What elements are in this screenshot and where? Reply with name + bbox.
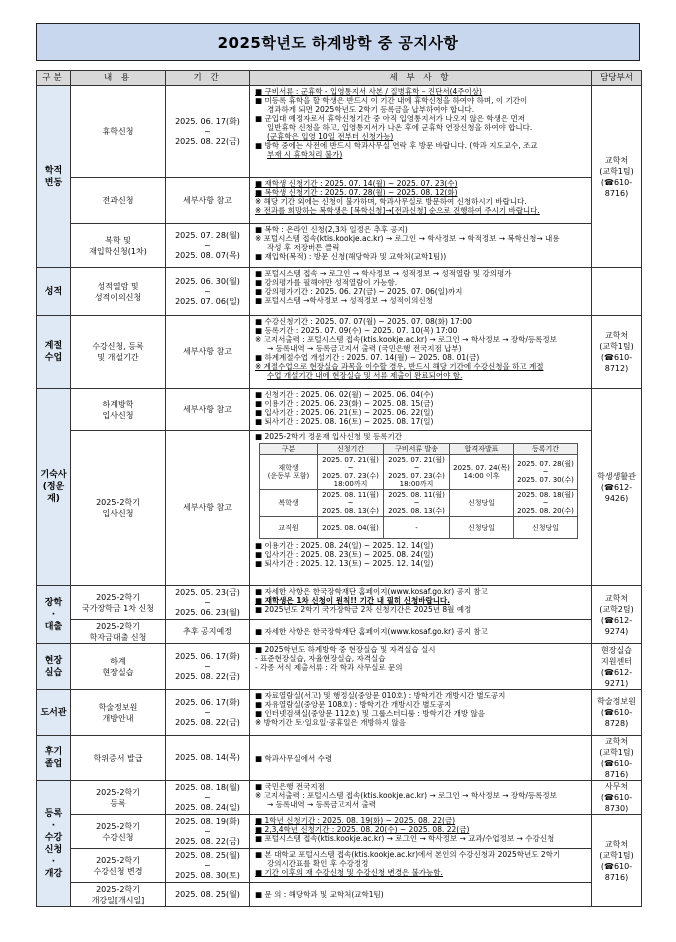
details-reg: ■ 국민은행 전국지점 ※ 고지서출력 : 포털시스템 접속(ktis.kookje.ac.kr) → 로그인 → 학사정보 → 장학/등록정보 → 등록내역 → 등록금고지서 출력 [250,781,592,815]
period-leave: 2025. 06. 17(화) ~ 2025. 08. 22(금) [166,86,250,178]
header-details: 세 부 사 항 [250,71,592,86]
details-grad: ■ 학과사무실에서 수령 [250,736,592,781]
item-change: 2025-2학기 수강신청 변경 [71,849,166,883]
period-kosaf: 2025. 05. 23(금) ~ 2025. 06. 23(월) [166,586,250,620]
period-library: 2025. 06. 17(화) ~ 2025. 08. 22(금) [166,690,250,736]
dorm-table-head: 구분 신청기간 구비서류 발송 합격자발표 등록기간 [260,444,578,455]
dept-course: 교학처 (교학1팀) (☎610-8716) [592,815,642,907]
period-change: 2025. 08. 25(월) ~ 2025. 08. 30(토) [166,849,250,883]
item-library: 학술정보원 개방안내 [71,690,166,736]
item-leave: 휴학신청 [71,86,166,178]
cat-season: 계절 수업 [37,316,71,389]
header-period: 기 간 [166,71,250,86]
header-dept: 담당부서 [592,71,642,86]
cat-dorm: 기숙사 (정운재) [37,389,71,586]
period-transfer: 세부사항 참고 [166,178,250,224]
details-open: ■ 문 의 : 해당학과 및 교학처(교학1팀) [250,883,592,907]
table-row [37,86,642,178]
dorm-table-row-staff: 교직원 2025. 08. 04(월) - 신청당일 신청당일 [260,517,578,539]
item-dorm-fall: 2025-2학기 입사신청 [71,431,166,586]
item-grades: 성적열람 및 성적이의신청 [71,268,166,316]
cat-library: 도서관 [37,690,71,736]
item-grad: 학위증서 발급 [71,736,166,781]
details-transfer: ■ 재학생 신청기간 : 2025. 07. 14(월) ~ 2025. 07. 23(수) ■ 복학생 신청기간 : 2025. 07. 28(월) ~ 2025. 08. 12(화) ※ 해당 기간 외에는 신청이 불가하며, 학과사무실로 방문하여 신청하시기 바랍니다. ※ 전과를 희망하는 복학생은 [복학신청]→[전과신청] 순으로 진행하여 주시기 바랍니다. [250,178,592,224]
item-transfer: 전과신청 [71,178,166,224]
dept-scholarship: 교학처 (교학2팀) (☎612-9274) [592,586,642,644]
details-practice: ■ 2025학년도 하계방학 중 현장실습 및 자격실습 실시 - 표준현장실습, 자율현장실습, 자격실습 - 각종 서식 제출서류 : 각 학과 사무실로 문의 [250,644,592,690]
item-readmit: 복학 및 재입학신청(1차) [71,224,166,268]
details-change: ■ 본 대학교 포털시스템 접속(ktis.kookje.ac.kr)에서 본인의 수강신청과 2025학년도 2학기 강의시간표를 확인 후 수강정정 ■ 기간 이후의 재 수강신청 및 수강신청 변경은 불가능함. [250,849,592,883]
dept-practice: 현장실습 지원센터 (☎612-9271) [592,644,642,690]
table-row [37,736,642,781]
details-grades: ■ 포털시스템 접속 → 로그인 → 학사정보 → 성적정보 → 성적열람 및 강의평가 ■ 강의평가를 필해야만 성적열람이 가능함. ■ 강의평가기간 : 2025. 06. 27(금) ~ 2025. 07. 06(일)까지 ■ 포털시스템 →학사정보 → 성적정보 → 성적이의신청 [250,268,592,316]
period-dorm-fall: 세부사항 참고 [166,431,250,586]
cat-grades: 성적 [37,268,71,316]
item-practice: 하계 현장실습 [71,644,166,690]
details-loan: ■ 자세한 사항은 한국장학재단 홈페이지(www.kosaf.go.kr) 공지 참고 [250,620,592,644]
table-row [37,781,642,815]
dept-grad: 교학처 (교학1팀) (☎610-8716) [592,736,642,781]
table-row [37,815,642,849]
item-dorm-summer: 하계방학 입사신청 [71,389,166,431]
dept-grades [592,268,642,316]
dept-season: 교학처 (교학1팀) (☎610-8712) [592,316,642,389]
period-grades: 2025. 06. 30(월) ~ 2025. 07. 06(일) [166,268,250,316]
header-item: 내 용 [71,71,166,86]
item-loan: 2025-2학기 학자금대출 신청 [71,620,166,644]
dorm-table-row-returning: 복학생 2025. 08. 11(월) ~ 2025. 08. 13(수) 2025. 08. 11(월) ~ 2025. 08. 13(수) 신청당일 2025. 08. 18(월) ~ 2025. 08. 20(수) [260,490,578,517]
page-title: 2025학년도 하계방학 중 공지사항 [36,23,640,61]
details-library: ■ 자료열람실(서고) 및 행정실(중앙문 010호) : 방학기간 개방시간 별도공지 ■ 자유열람실(중앙문 108호) : 방학기간 개방시간 별도공지 ■ 인터넷검색실(중앙문 112호) 및 그룹스터디룸 : 방학기간 개방 않음 ※ 방학기간 토·일요일·공휴일은 개방하지 않음 [250,690,592,736]
dept-academic: 교학처 (교학1팀) (☎610-8716) [592,86,642,268]
table-row [37,849,642,883]
details-course: ■ 1학년 신청기간 : 2025. 08. 19(화) ~ 2025. 08. 22(금) ■ 2,3,4학년 신청기간 : 2025. 08. 20(수) ~ 2025. 08. 22(금) ■ 포털시스템 접속(ktis.kookje.ac.kr) → 로그인 → 학사정보 → 교과/수업정보 → 수강신청 [250,815,592,849]
item-open: 2025-2학기 개강일[개시일] [71,883,166,907]
cat-reg: 등록 · 수강 신청 · 개강 [37,781,71,907]
cat-scholarship: 장학 · 대출 [37,586,71,644]
details-dorm-fall: ■ 2025-2학기 정운재 입사신청 및 등록기간 구분 신청기간 구비서류 발송 합격자발표 등록기간 재학생 (운동부 포함) 2025. 07. 21(월) ~ 2025. 07. 23(수) 18:00까지 2025. 07. 21(월) ~ 2025. 07. 23(수) 18:00까지 2025. 07. 24(목) 14:00 이후 2025. 07. 28(월) ~ 2025. 07. 30(수) 복학생 2025. 08. 11(월) ~ 2025. 08. 13(수) 2025. 08. 11(월) ~ 2025. 08. 13(수) 신청당일 2025. 08. 18(월) ~ 2025. 08. 20(수) 교직원 2025. 08. 04(월) - 신청당일 신청당일 ■ 이용기간 : 2025. 08. 24(일) ~ 2025. 12. 14(일) ■ 입사기간 : 2025. 08. 23(토) ~ 2025. 08. 24(일) ■ 퇴사기간 : 2025. 12. 13(토) ~ 2025. 12. 14(일) [250,431,592,586]
details-leave: ■ 구비서류 : 군휴학 - 입영통지서 사본 / 질병휴학 – 진단서(4주이상) ■ 미등록 휴학을 할 학생은 반드시 이 기간 내에 휴학신청을 하여야 하며, 이 기간이 경과하게 되면 2025학년도 2학기 등록금을 납부하여야 합니다. ■ 군입대 예정자로서 휴학신청기간 중 아직 입영통지서가 나오지 않은 학생은 먼저 일반휴학 신청을 하고, 입영통지서가 나온 후에 군휴학 연장신청을 하여야 합니다. (군휴학은 입영 10일 전부터 신청가능) ■ 방학 중에는 사전에 반드시 학과사무실 연락 후 방문 바랍니다. (학과 지도교수, 조교 부재 시 휴학처리 불가) [250,86,592,178]
period-practice: 2025. 06. 17(화) ~ 2025. 08. 22(금) [166,644,250,690]
cat-grad: 후기 졸업 [37,736,71,781]
details-readmit: ■ 복학 : 온라인 신청(2,3차 일정은 추후 공지) ※ 포털시스템 접속(ktis.kookje.ac.kr) → 로그인 → 학사정보 → 학적정보 → 복학신청→ 내용 작성 후 저장버튼 클릭 ■ 재입학(복적) : 방문 신청(해당학과 및 교학처(교학1팀)) [250,224,592,268]
table-row [37,883,642,907]
header-category: 구분 [37,71,71,86]
table-row [37,224,642,268]
item-reg: 2025-2학기 등록 [71,781,166,815]
period-grad: 2025. 08. 14(목) [166,736,250,781]
dept-dorm: 학생생활관 (☎612-9426) [592,389,642,586]
table-row [37,586,642,620]
table-row [37,389,642,431]
table-row [37,316,642,389]
details-season: ■ 수강신청기간 : 2025. 07. 07(월) ~ 2025. 07. 08(화) 17:00 ■ 등록기간 : 2025. 07. 09(수) ~ 2025. 07. 10(목) 17:00 ※ 고지서출력 : 포털시스템 접속(ktis.kookje.ac.kr) → 로그인 → 학사정보 → 장학/등록정보 → 등록내역 → 등록금고지서 출력 (국민은행 전국지점 납부) ■ 하계계절수업 개설기간 : 2025. 07. 14(월) ~ 2025. 08. 01(금) ※ 계절수업으로 현장실습 과목을 이수할 경우, 반드시 해당 기간에 수강신청을 하고 계절 수업 개설기간 내에 현장실습 및 서류 제출이 완료되어야 함. [250,316,592,389]
item-course: 2025-2학기 수강신청 [71,815,166,849]
period-reg: 2025. 08. 18(월) ~ 2025. 08. 24(일) [166,781,250,815]
period-dorm-summer: 세부사항 참고 [166,389,250,431]
period-season: 세부사항 참고 [166,316,250,389]
dorm-schedule-table [259,443,578,539]
table-row [37,620,642,644]
period-open: 2025. 08. 25(월) [166,883,250,907]
period-readmit: 2025. 07. 28(월) ~ 2025. 08. 07(목) [166,224,250,268]
details-dorm-summer: ■ 신청기간 : 2025. 06. 02(월) ~ 2025. 06. 04(수) ■ 이용기간 : 2025. 06. 23(화) ~ 2025. 08. 15(금) ■ 입사기간 : 2025. 06. 21(토) ~ 2025. 06. 22(일) ■ 퇴사기간 : 2025. 08. 16(토) ~ 2025. 08. 17(일) [250,389,592,431]
table-row [37,178,642,224]
period-course: 2025. 08. 19(화) ~ 2025. 08. 22(금) [166,815,250,849]
dept-library: 학술정보원 (☎610-8728) [592,690,642,736]
table-row [37,644,642,690]
table-row [37,690,642,736]
cat-academic: 학적 변동 [37,86,71,268]
table-row [37,268,642,316]
table-row [37,431,642,586]
period-loan: 추후 공지예정 [166,620,250,644]
notice-table [36,70,642,907]
header-row [37,71,642,86]
details-kosaf: ■ 자세한 사항은 한국장학재단 홈페이지(www.kosaf.go.kr) 공지 참고 ■ 재학생은 1차 신청이 원칙!! 기간 내 필히 신청바랍니다. ■ 2025년도 2학기 국가장학금 2차 신청기간은 2025년 8월 예정 [250,586,592,620]
cat-practice: 현장 실습 [37,644,71,690]
item-season: 수강신청, 등록 및 개설기간 [71,316,166,389]
dorm-table-row-student: 재학생 (운동부 포함) 2025. 07. 21(월) ~ 2025. 07. 23(수) 18:00까지 2025. 07. 21(월) ~ 2025. 07. 23(수) 18:00까지 2025. 07. 24(목) 14:00 이후 2025. 07. 28(월) ~ 2025. 07. 30(수) [260,455,578,490]
item-kosaf: 2025-2학기 국가장학금 1차 신청 [71,586,166,620]
dept-reg: 사무처 (☎610-8730) [592,781,642,815]
